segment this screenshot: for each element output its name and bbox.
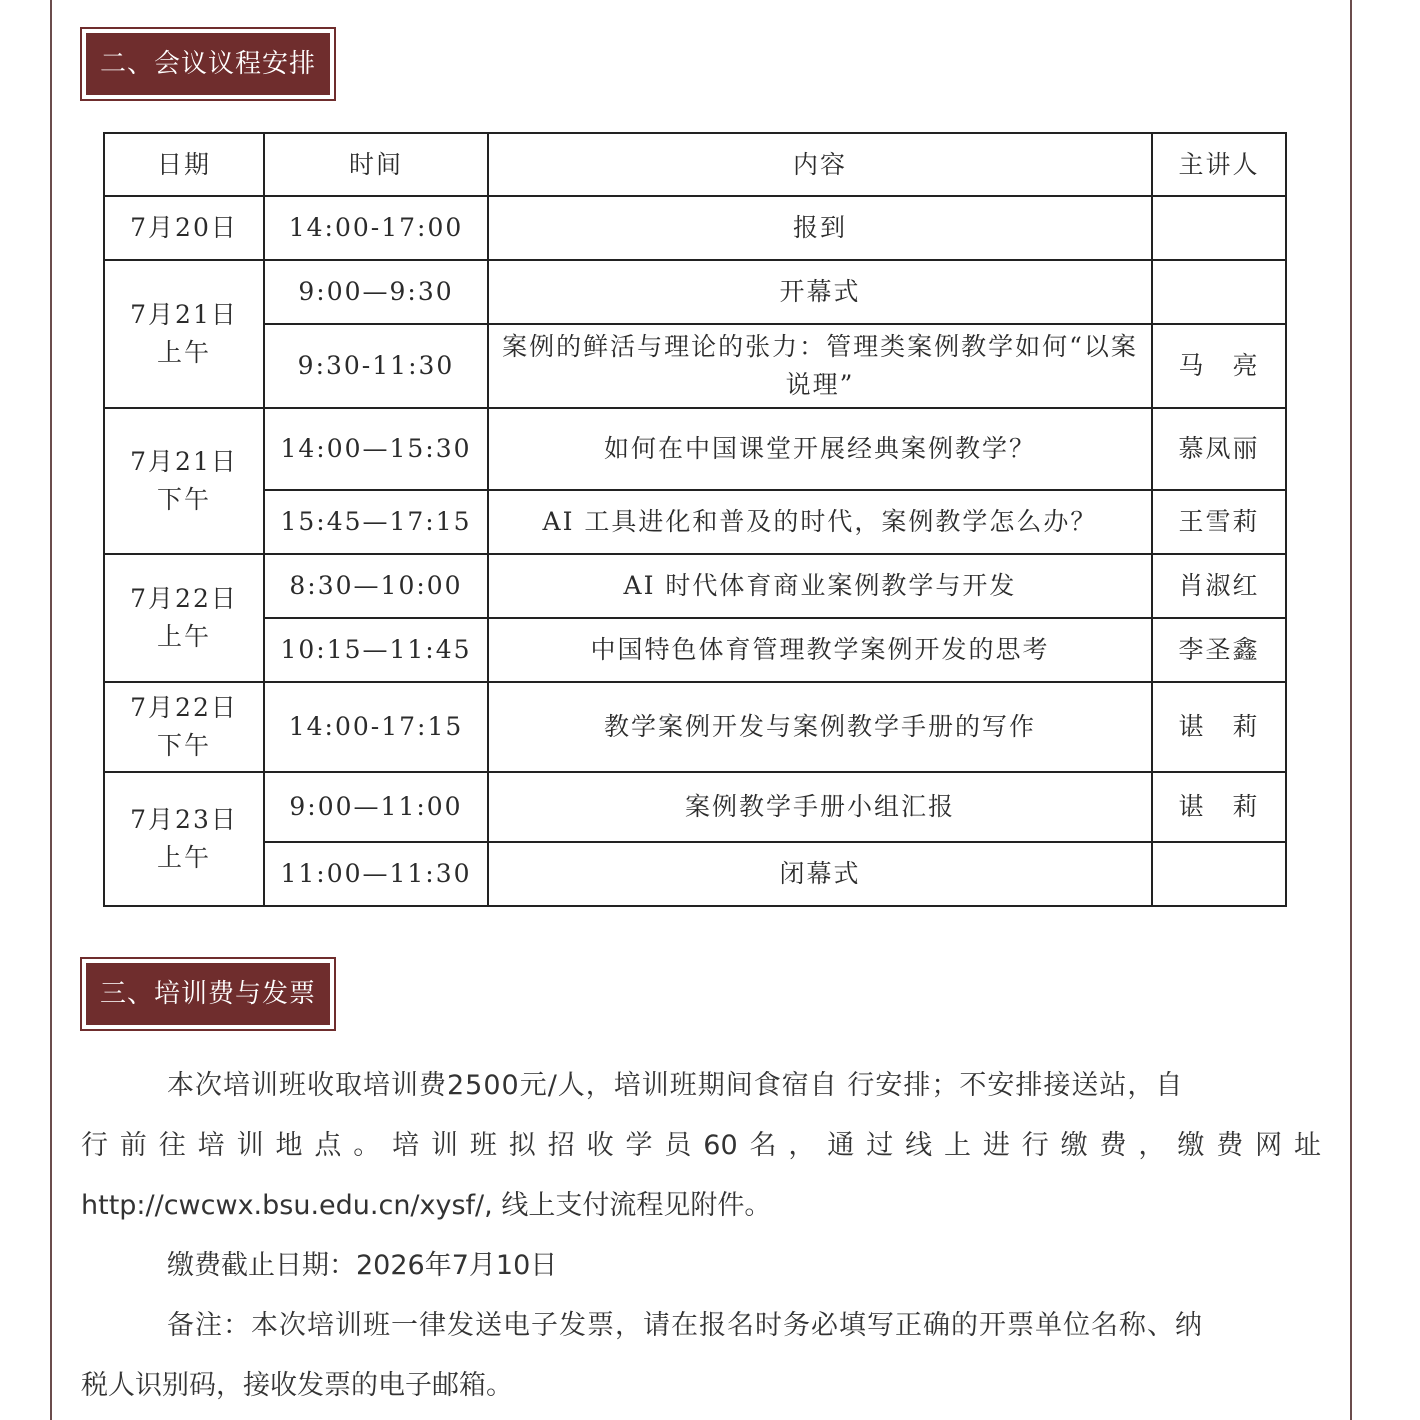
left-frame-border bbox=[50, 0, 52, 1420]
content-cell: 中国特色体育管理教学案例开发的思考 bbox=[488, 618, 1152, 682]
table-row bbox=[104, 196, 1286, 260]
table-row bbox=[104, 324, 1286, 408]
fee-paragraph-line-2: 行前往培训地点。培训班拟招收学员60名，通过线上进行缴费，缴费网址 bbox=[81, 1130, 1321, 1161]
invoice-note-line-1: 备注：本次培训班一律发送电子发票，请在报名时务必填写正确的开票单位名称、纳 bbox=[167, 1310, 1203, 1341]
table-row bbox=[104, 682, 1286, 772]
table-row bbox=[104, 618, 1286, 682]
speaker-cell bbox=[1152, 196, 1286, 260]
date-cell: 7月23日 上午 bbox=[104, 772, 264, 906]
table-row bbox=[104, 772, 1286, 842]
content-cell: 案例教学手册小组汇报 bbox=[488, 772, 1152, 842]
section-header-agenda bbox=[80, 27, 336, 101]
header-time: 时间 bbox=[264, 133, 488, 196]
content-cell: 教学案例开发与案例教学手册的写作 bbox=[488, 682, 1152, 772]
header-content: 内容 bbox=[488, 133, 1152, 196]
table-row bbox=[104, 842, 1286, 906]
content-cell: 闭幕式 bbox=[488, 842, 1152, 906]
date-cell: 7月20日 bbox=[104, 196, 264, 260]
speaker-cell: 慕凤丽 bbox=[1152, 408, 1286, 490]
agenda-table bbox=[103, 132, 1287, 907]
time-cell: 9:00—11:00 bbox=[264, 772, 488, 842]
time-cell: 15:45—17:15 bbox=[264, 490, 488, 554]
speaker-cell: 李圣鑫 bbox=[1152, 618, 1286, 682]
fee-paragraph-line-3: http://cwcwx.bsu.edu.cn/xysf/, 线上支付流程见附件。 bbox=[81, 1190, 772, 1221]
fee-paragraph-line-1: 本次培训班收取培训费2500元/人，培训班期间食宿自 行安排；不安排接送站，自 bbox=[167, 1070, 1184, 1101]
time-cell: 14:00—15:30 bbox=[264, 408, 488, 490]
speaker-cell: 谌 莉 bbox=[1152, 772, 1286, 842]
table-header-row bbox=[104, 133, 1286, 196]
time-cell: 11:00—11:30 bbox=[264, 842, 488, 906]
content-cell: 如何在中国课堂开展经典案例教学？ bbox=[488, 408, 1152, 490]
speaker-cell: 王雪莉 bbox=[1152, 490, 1286, 554]
time-cell: 9:00—9:30 bbox=[264, 260, 488, 324]
content-cell: 案例的鲜活与理论的张力：管理类案例教学如何“以案说理” bbox=[488, 324, 1152, 408]
header-speaker: 主讲人 bbox=[1152, 133, 1286, 196]
speaker-cell bbox=[1152, 842, 1286, 906]
invoice-note-line-2: 税人识别码，接收发票的电子邮箱。 bbox=[81, 1370, 513, 1401]
payment-deadline: 缴费截止日期：2026年7月10日 bbox=[167, 1250, 558, 1281]
table-row bbox=[104, 408, 1286, 490]
header-date: 日期 bbox=[104, 133, 264, 196]
speaker-cell bbox=[1152, 260, 1286, 324]
time-cell: 9:30-11:30 bbox=[264, 324, 488, 408]
speaker-cell: 谌 莉 bbox=[1152, 682, 1286, 772]
content-cell: AI 时代体育商业案例教学与开发 bbox=[488, 554, 1152, 618]
content-cell: 开幕式 bbox=[488, 260, 1152, 324]
speaker-cell: 马 亮 bbox=[1152, 324, 1286, 408]
table-row bbox=[104, 490, 1286, 554]
time-cell: 14:00-17:00 bbox=[264, 196, 488, 260]
content-cell: AI 工具进化和普及的时代，案例教学怎么办？ bbox=[488, 490, 1152, 554]
content-cell: 报到 bbox=[488, 196, 1152, 260]
date-cell: 7月21日 下午 bbox=[104, 408, 264, 554]
date-cell: 7月22日 下午 bbox=[104, 682, 264, 772]
time-cell: 14:00-17:15 bbox=[264, 682, 488, 772]
section-header-fees bbox=[80, 957, 336, 1031]
speaker-cell: 肖淑红 bbox=[1152, 554, 1286, 618]
date-cell: 7月22日 上午 bbox=[104, 554, 264, 682]
time-cell: 8:30—10:00 bbox=[264, 554, 488, 618]
section-title: 二、会议议程安排 bbox=[86, 33, 330, 95]
section-title: 三、培训费与发票 bbox=[86, 963, 330, 1025]
table-row bbox=[104, 260, 1286, 324]
table-row bbox=[104, 554, 1286, 618]
right-frame-border bbox=[1350, 0, 1352, 1420]
time-cell: 10:15—11:45 bbox=[264, 618, 488, 682]
date-cell: 7月21日 上午 bbox=[104, 260, 264, 408]
